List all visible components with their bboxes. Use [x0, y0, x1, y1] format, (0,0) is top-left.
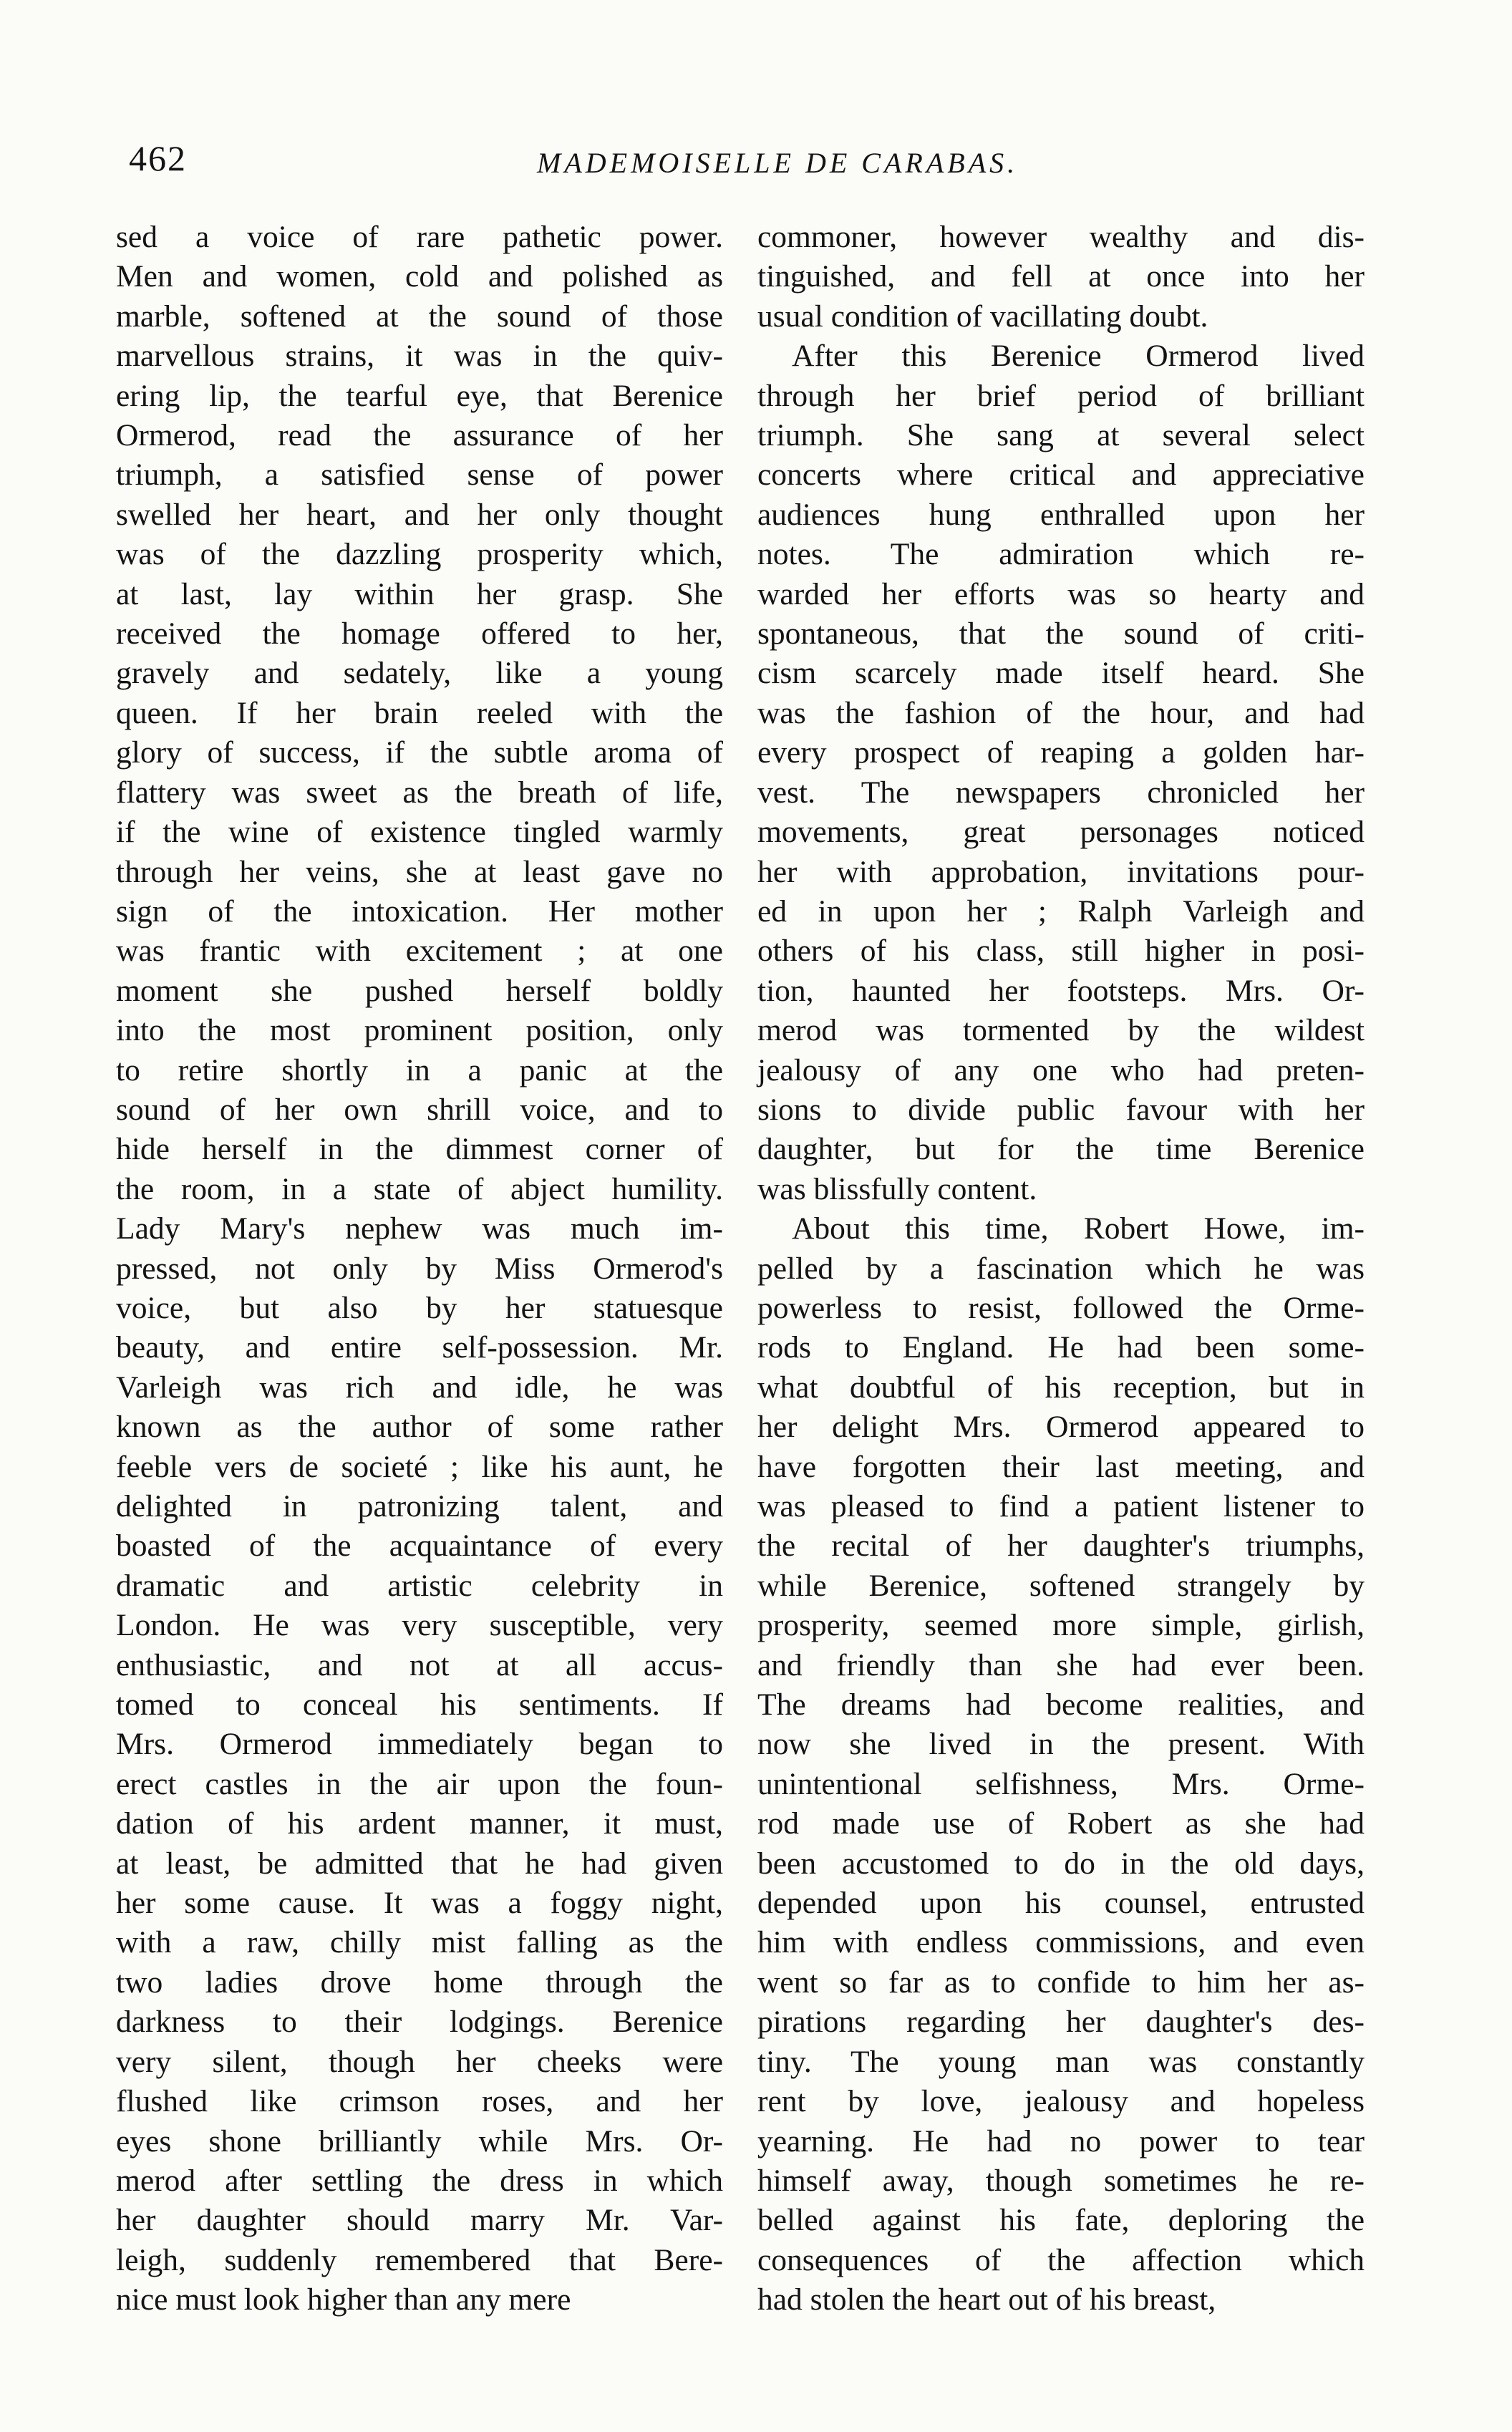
text-line: was pleased to find a patient listener to: [757, 1489, 1365, 1523]
text-line: sions to divide public favour with her: [757, 1092, 1365, 1127]
text-line: been accustomed to do in the old days,: [757, 1846, 1365, 1881]
text-line: swelled her heart, and her only thought: [116, 497, 723, 532]
text-line: her delight Mrs. Ormerod appeared to: [757, 1410, 1365, 1445]
text-line: while Berenice, softened strangely by: [757, 1568, 1365, 1603]
text-line: erect castles in the air upon the foun-: [116, 1766, 723, 1801]
text-line: rod made use of Robert as she had: [757, 1806, 1365, 1841]
text-line: now she lived in the present. With: [757, 1727, 1365, 1762]
text-line: the room, in a state of abject humility.: [116, 1171, 723, 1206]
text-line: concerts where critical and appreciative: [757, 457, 1365, 493]
text-line: delighted in patronizing talent, and: [116, 1489, 723, 1523]
text-line: warded her efforts was so hearty and: [757, 576, 1365, 611]
text-line: every prospect of reaping a golden har-: [757, 735, 1365, 770]
text-line: was frantic with excitement ; at one: [116, 934, 723, 969]
text-line: feeble vers de societé ; like his aunt, he: [116, 1449, 723, 1484]
text-line: triumph, a satisfied sense of power: [116, 457, 723, 493]
text-line: known as the author of some rather: [116, 1410, 723, 1445]
text-line: Mrs. Ormerod immediately began to: [116, 1727, 723, 1762]
text-line: her daughter should marry Mr. Var-: [116, 2203, 723, 2238]
text-line: daughter, but for the time Berenice: [757, 1132, 1365, 1167]
text-line: yearning. He had no power to tear: [757, 2123, 1365, 2159]
text-line: pelled by a fascination which he was: [757, 1251, 1365, 1286]
text-line: tomed to conceal his sentiments. If: [116, 1687, 723, 1723]
text-line: notes. The admiration which re-: [757, 537, 1365, 572]
text-line: him with endless commissions, and even: [757, 1925, 1365, 1960]
text-line: eyes shone brilliantly while Mrs. Or-: [116, 2123, 723, 2159]
page-number: 462: [129, 138, 187, 178]
text-line: leigh, suddenly remembered that Bere-: [116, 2242, 723, 2277]
text-line: beauty, and entire self-possession. Mr.: [116, 1330, 723, 1365]
text-line: gravely and sedately, like a young: [116, 656, 723, 691]
text-line: vest. The newspapers chronicled her: [757, 775, 1365, 810]
text-line: London. He was very susceptible, very: [116, 1608, 723, 1643]
text-line: unintentional selfishness, Mrs. Orme-: [757, 1766, 1365, 1801]
text-line: jealousy of any one who had preten-: [757, 1052, 1365, 1087]
running-title: MADEMOISELLE DE CARABAS.: [537, 147, 1019, 179]
text-line: to retire shortly in a panic at the: [116, 1052, 723, 1087]
text-line: merod was tormented by the wildest: [757, 1013, 1365, 1048]
text-line: rods to England. He had been some-: [757, 1330, 1365, 1365]
text-line: prosperity, seemed more simple, girlish,: [757, 1608, 1365, 1643]
text-line: hide herself in the dimmest corner of: [116, 1132, 723, 1167]
text-line: ed in upon her ; Ralph Varleigh and: [757, 893, 1365, 929]
text-line: triumph. She sang at several select: [757, 418, 1365, 453]
text-line: her some cause. It was a foggy night,: [116, 1886, 723, 1921]
text-line: audiences hung enthralled upon her: [757, 497, 1365, 532]
text-line: belled against his fate, deploring the: [757, 2203, 1365, 2238]
text-line: have forgotten their last meeting, and: [757, 1449, 1365, 1484]
text-line: After this Berenice Ormerod lived: [792, 339, 1365, 374]
text-line: moment she pushed herself boldly: [116, 973, 723, 1008]
text-line: marvellous strains, it was in the quiv-: [116, 339, 723, 374]
text-line: consequences of the affection which: [757, 2242, 1365, 2277]
text-line: went so far as to confide to him her as-: [757, 1965, 1365, 2000]
text-line: very silent, though her cheeks were: [116, 2044, 723, 2079]
text-line: through her brief period of brilliant: [757, 378, 1365, 413]
page-header: [0, 137, 1512, 188]
text-line: queen. If her brain reeled with the: [116, 695, 723, 730]
text-line: sed a voice of rare pathetic power.: [116, 220, 723, 254]
text-line: was the fashion of the hour, and had: [757, 695, 1365, 730]
text-line: enthusiastic, and not at all accus-: [116, 1647, 723, 1682]
text-line: with a raw, chilly mist falling as the: [116, 1925, 723, 1960]
text-line: had stolen the heart out of his breast,: [757, 2282, 1216, 2317]
text-line: through her veins, she at least gave no: [116, 854, 723, 889]
text-line: boasted of the acquaintance of every: [116, 1529, 723, 1564]
text-line: glory of success, if the subtle aroma of: [116, 735, 723, 770]
text-line: voice, but also by her statuesque: [116, 1290, 723, 1325]
text-line: tinguished, and fell at once into her: [757, 259, 1365, 294]
text-line: pirations regarding her daughter's des-: [757, 2005, 1365, 2040]
text-line: was of the dazzling prosperity which,: [116, 537, 723, 572]
text-line: sound of her own shrill voice, and to: [116, 1092, 723, 1127]
text-line: others of his class, still higher in posi-: [757, 934, 1365, 969]
text-line: depended upon his counsel, entrusted: [757, 1886, 1365, 1921]
text-line: nice must look higher than any mere: [116, 2282, 571, 2317]
text-line: tion, haunted her footsteps. Mrs. Or-: [757, 973, 1365, 1008]
text-line: Lady Mary's nephew was much im-: [116, 1211, 723, 1246]
text-line: flushed like crimson roses, and her: [116, 2084, 723, 2119]
text-line: tiny. The young man was constantly: [757, 2044, 1365, 2079]
text-line: Varleigh was rich and idle, he was: [116, 1370, 723, 1405]
left-text-column: [116, 218, 723, 2320]
text-line: rent by love, jealousy and hopeless: [757, 2084, 1365, 2119]
text-line: the recital of her daughter's triumphs,: [757, 1529, 1365, 1564]
text-line: movements, great personages noticed: [757, 815, 1365, 850]
text-line: sign of the intoxication. Her mother: [116, 893, 723, 929]
text-line: darkness to their lodgings. Berenice: [116, 2005, 723, 2040]
text-line: Men and women, cold and polished as: [116, 259, 723, 294]
text-line: usual condition of vacillating doubt.: [757, 299, 1208, 334]
text-line: her with approbation, invitations pour-: [757, 854, 1365, 889]
text-line: About this time, Robert Howe, im-: [792, 1211, 1365, 1246]
text-line: what doubtful of his reception, but in: [757, 1370, 1365, 1405]
text-line: dramatic and artistic celebrity in: [116, 1568, 723, 1603]
right-text-column: [757, 218, 1365, 2320]
text-line: and friendly than she had ever been.: [757, 1647, 1365, 1682]
text-line: two ladies drove home through the: [116, 1965, 723, 2000]
text-line: powerless to resist, followed the Orme-: [757, 1290, 1365, 1325]
text-line: at least, be admitted that he had given: [116, 1846, 723, 1881]
text-line: dation of his ardent manner, it must,: [116, 1806, 723, 1841]
text-line: pressed, not only by Miss Ormerod's: [116, 1251, 723, 1286]
text-line: at last, lay within her grasp. She: [116, 576, 723, 611]
text-line: ering lip, the tearful eye, that Berenice: [116, 378, 723, 413]
text-line: merod after settling the dress in which: [116, 2163, 723, 2198]
text-line: Ormerod, read the assurance of her: [116, 418, 723, 453]
text-line: flattery was sweet as the breath of life,: [116, 775, 723, 810]
text-line: into the most prominent position, only: [116, 1013, 723, 1048]
text-line: The dreams had become realities, and: [757, 1687, 1365, 1723]
text-line: commoner, however wealthy and dis-: [757, 220, 1365, 254]
text-line: himself away, though sometimes he re-: [757, 2163, 1365, 2198]
text-line: if the wine of existence tingled warmly: [116, 815, 723, 850]
text-line: cism scarcely made itself heard. She: [757, 656, 1365, 691]
text-line: spontaneous, that the sound of criti-: [757, 616, 1365, 651]
text-line: marble, softened at the sound of those: [116, 299, 723, 334]
text-line: received the homage offered to her,: [116, 616, 723, 651]
text-line: was blissfully content.: [757, 1171, 1037, 1206]
